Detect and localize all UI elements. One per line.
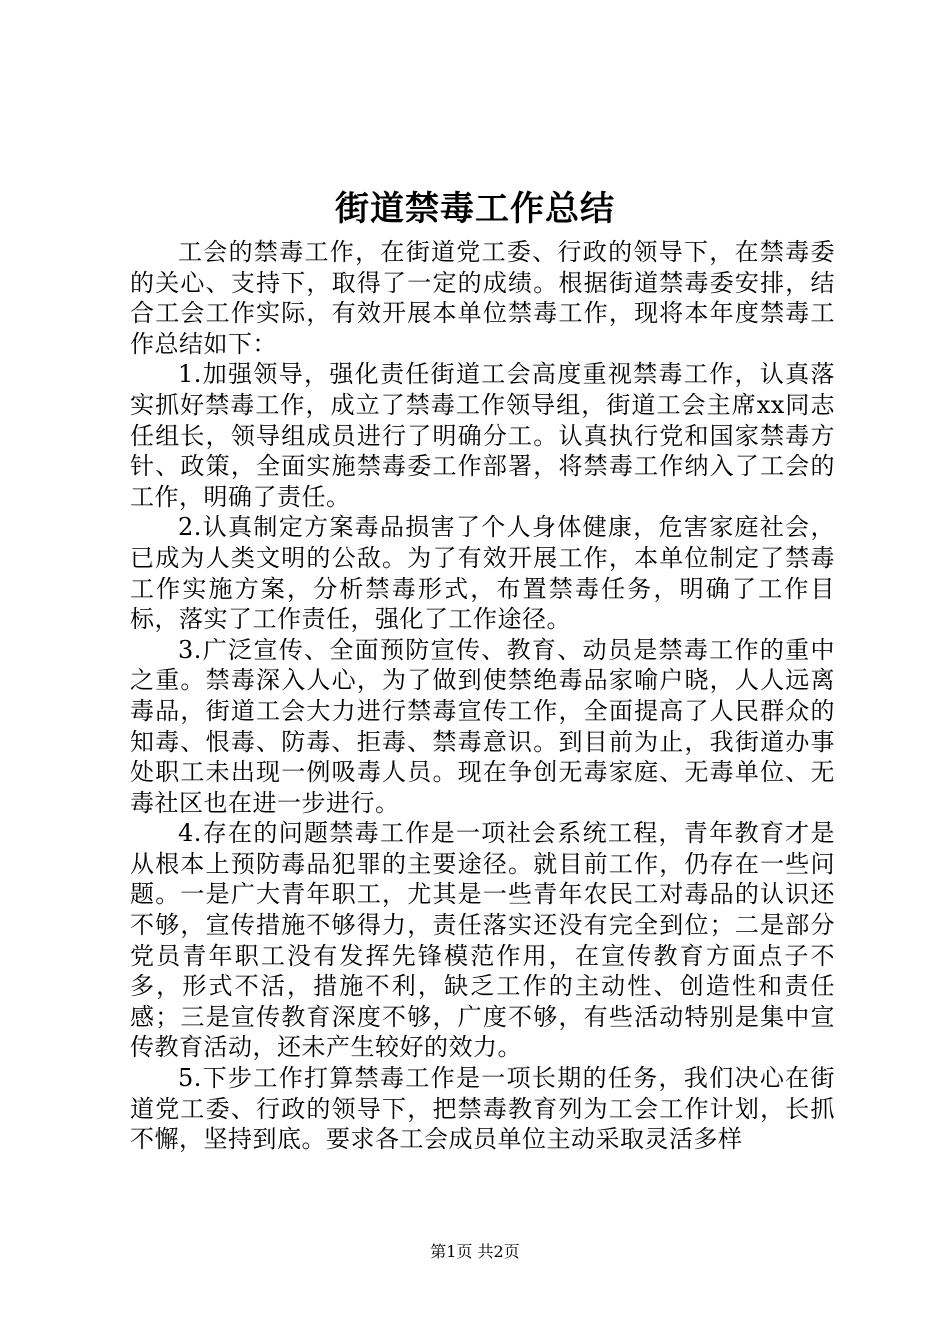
section-2-paragraph: 2.认真制定方案毒品损害了个人身体健康，危害家庭社会，已成为人类文明的公敌。为了有效开展工作，本单位制定了禁毒工作实施方案，分析禁毒形式，布置禁毒任务，明确了工作目标，落实了工作责任，强化了工作途径。: [130, 513, 835, 634]
page-number-footer: 第1页 共2页: [430, 1242, 520, 1261]
document-title: 街道禁毒工作总结: [335, 189, 615, 229]
section-3-paragraph: 3.广泛宣传、全面预防宣传、教育、动员是禁毒工作的重中之重。禁毒深入人心，为了做到使禁绝毒品家喻户晓，人人远离毒品，街道工会大力进行禁毒宣传工作，全面提高了人民群众的知毒、恨毒、防毒、拒毒、禁毒意识。到目前为止，我街道办事处职工未出现一例吸毒人员。现在争创无毒家庭、无毒单位、无毒社区也在进一步进行。: [130, 635, 835, 817]
document-body: [130, 237, 835, 1155]
intro-paragraph: 工会的禁毒工作，在街道党工委、行政的领导下，在禁毒委的关心、支持下，取得了一定的成绩。根据街道禁毒委安排，结合工会工作实际，有效开展本单位禁毒工作，现将本年度禁毒工作总结如下：: [130, 238, 835, 358]
section-5-paragraph: 5.下步工作打算禁毒工作是一项长期的任务，我们决心在街道党工委、行政的领导下，把禁毒教育列为工会工作计划，长抓不懈，坚持到底。要求各工会成员单位主动采取灵活多样: [130, 1064, 835, 1154]
section-4-paragraph: 4.存在的问题禁毒工作是一项社会系统工程，青年教育才是从根本上预防毒品犯罪的主要途径。就目前工作，仍存在一些问题。一是广大青年职工，尤其是一些青年农民工对毒品的认识还不够，宣传措施不够得力，责任落实还没有完全到位；二是部分党员青年职工没有发挥先锋模范作用，在宣传教育方面点子不多，形式不活，措施不利，缺乏工作的主动性、创造性和责任感；三是宣传教育深度不够，广度不够，有些活动特别是集中宣传教育活动，还未产生较好的效力。: [130, 819, 835, 1062]
section-1-paragraph: 1.加强领导，强化责任街道工会高度重视禁毒工作，认真落实抓好禁毒工作，成立了禁毒工作领导组，街道工会主席xx同志任组长，领导组成员进行了明确分工。认真执行党和国家禁毒方针、政策，全面实施禁毒委工作部署，将禁毒工作纳入了工会的工作，明确了责任。: [130, 360, 835, 511]
